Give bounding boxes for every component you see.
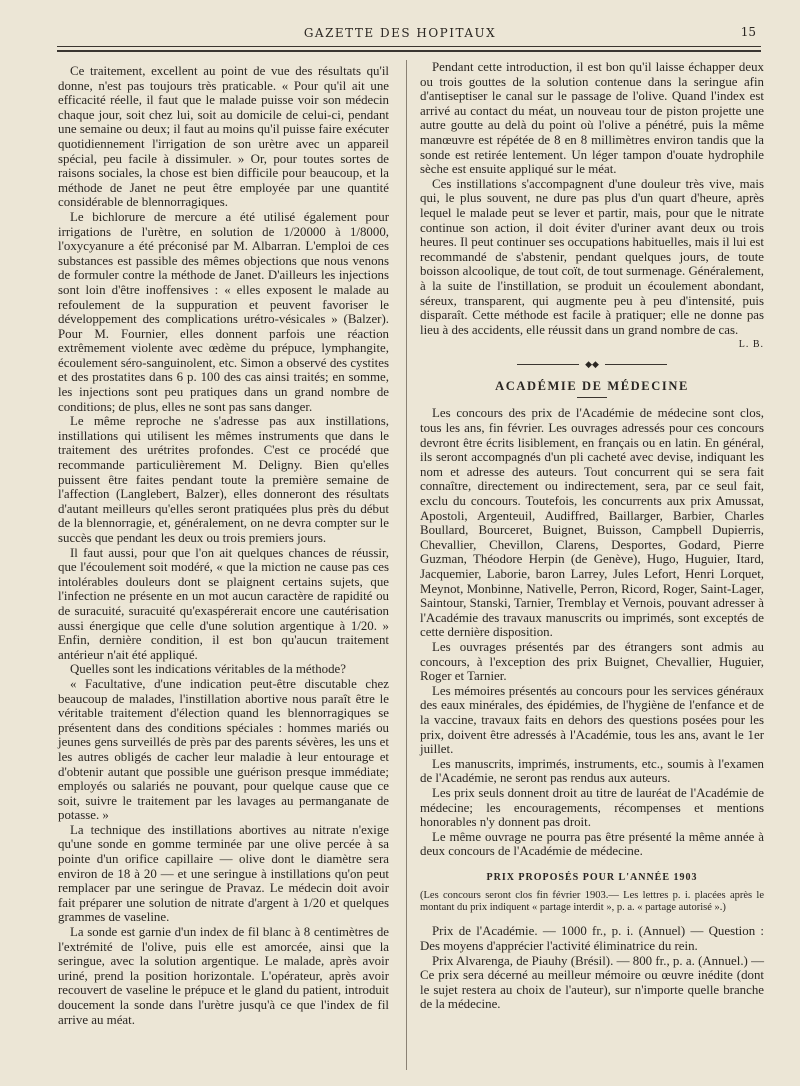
body-paragraph: Ce traitement, excellent au point de vue des résultats qu'il donne, n'est pas toujours très praticable. « Pour qu'il ait une efficacité réelle, il faut que le malade puisse voir son médecin chaque jour, soit chez lui, soit au domicile de celui-ci, pendant une semaine ou deux; il faut au moins qu'il puisse faire exécuter quotidiennement l'irrigation de son urètre avec un appareil spécial, peu facile à dissimuler. » Or, pour toutes sortes de raisons sociales, la chose est bien difficile pour beaucoup, et la méthode de Janet ne peut être employée par une quantité considérable de blennorragiques. (58, 64, 389, 210)
body-paragraph: « Facultative, d'une indication peut-être discutable chez beaucoup de malades, l'instillation abortive nous paraît être le véritable traitement d'élection quand les blennorragiques se présentent dans des conditions spéciales : hommes mariés ou jeunes gens surveillés de près par des parents sévères, les uns et les autres obligés de cacher leur maladie à leur entourage et d'obtenir autant que possible une guérison presque immédiate; employés ou salariés ne pouvant, pour quelque cause que ce soit, suivre le traitement par les lavages au permanganate de potasse. » (58, 676, 389, 823)
prize-note: (Les concours seront clos fin février 1903.— Les lettres p. i. placées après le montant du prix indiquent « partage interdit », p. a. « partage autorisé ».) (420, 890, 764, 914)
body-paragraph: La technique des instillations abortives au nitrate n'exige qu'une sonde en gomme terminée par une olive percée à sa pointe d'un orifice capillaire — olive dont le diamètre sera environ de 18 à 20 — et une seringue à instillations qu'on peut remplacer par une seringue de Pravaz. Le médecin doit avoir fait préparer une solution de nitrate d'argent à 1/20 et quelques grammes de vaseline. (58, 822, 389, 925)
header-rule (57, 46, 761, 47)
academie-paragraph: Les ouvrages présentés par des étrangers sont admis au concours, à l'exception des prix Buignet, Chevallier, Huguier, Roger et Tarnier. (420, 639, 764, 684)
author-signature: L. B. (738, 339, 764, 351)
body-paragraph: La sonde est garnie d'un index de fil blanc à 8 centimètres de l'extrémité de l'olive, puis elle est amorcée, ainsi que la seringue, avec la solution argentique. Le malade, après avoir uriné, prend la position horizontale. L'opérateur, après avoir recouvert de vaseline le prépuce et le gland du patient, introduit doucement la sonde dans l'urètre jusqu'à ce que l'index de fil arrive au méat. (58, 925, 389, 1027)
academie-paragraph: Les manuscrits, imprimés, instruments, etc., soumis à l'examen de l'Académie, ne seront pas rendus aux auteurs. (420, 756, 764, 786)
body-paragraph: Le même reproche ne s'adresse pas aux instillations, instillations qui utilisent les mêmes instruments que dans le traitement des urétrites profondes. C'est ce procédé que recommande particulièrement M. Deligny. Bien qu'elles puissent être faites pendant toute la première semaine de l'affection (Langlebert, Balzer), elles donneront des résultats d'autant meilleurs qu'elles seront pratiquées plus près du début de la blennorragie, et, généralement, on ne devra compter sur le succès que pendant les deux ou trois premiers jours. (58, 414, 389, 545)
ornament-line (605, 364, 667, 365)
left-column (58, 64, 389, 1027)
body-paragraph: Le bichlorure de mercure a été utilisé également pour irrigations de l'urètre, en solution de 1/20000 à 1/8000, l'oxycyanure a été préconisé par M. Albarran. L'emploi de ces substances est passible des mêmes objections que nous venons de formuler contre la méthode de Janet. D'ailleurs les injections sont loin d'être inoffensives : « elles exposent le malade au refoulement de la suppuration et peuvent favoriser le développement des complications urétro-vésicales » (Balzer). Pour M. Fournier, elles donnent parfois une réaction extrêmement violente avec œdème du prépuce, lymphangite, écoulement séro-sanguinolent, etc. Simon a observé des cystites et des prostatites dans 6 p. 100 des cas ainsi traités; en somme, les injections sont peu pratiques dans un grand nombre de conditions; de plus, elles ne sont pas sans danger. (58, 209, 389, 414)
prize-entry: Prix Alvarenga, de Piauhy (Brésil). — 800 fr., p. a. (Annuel.) — Ce prix sera décerné au meilleur mémoire ou œuvre inédite (dont le sujet restera au choix de l'auteur), sur n'importe quelle branche de la médecine. (420, 953, 764, 1012)
academie-paragraph: Les prix seuls donnent droit au titre de lauréat de l'Académie de médecine; les encouragements, récompenses et mentions honorables n'y donnent pas droit. (420, 785, 764, 830)
section-rule (577, 397, 607, 398)
section-ornament (517, 359, 667, 369)
column-divider (406, 60, 407, 1070)
prize-section-title: PRIX PROPOSÉS POUR L'ANNÉE 1903 (486, 871, 698, 883)
ornament-line (517, 364, 579, 365)
body-paragraph: Il faut aussi, pour que l'on ait quelques chances de réussir, que l'écoulement soit modéré, « que la miction ne cause pas ces intolérables douleurs dont se plaignent certains sujets, que l'infection ne présente en un mot aucun caractère de rapidité ou de suracuité, suracuité qu'exaspérerait encore une cautérisation aussi énergique que celle d'une solution argentique à 1/20. » Enfin, dernière condition, il est bon qu'aucun traitement antérieur n'ait été appliqué. (58, 545, 389, 662)
body-paragraph: Ces instillations s'accompagnent d'une douleur très vive, mais qui, le plus souvent, ne dure pas plus d'un quart d'heure, après lequel le malade peut se lever et partir, mais, pour que le nitrate continue son action, il doit éviter d'uriner avant deux ou trois heures. Il peut continuer ses occupations habituelles, mais il lui est recommandé de s'abstenir, pendant quelques jours, de toute boisson alcoolique, de tout coït, de tout surmenage. Généralement, à la suite de l'instillation, se produit un écoulement abondant, séreux, transparent, qui augmente peu à peu d'intensité, puis disparaît. Cette méthode est facile à pratiquer; elle ne donne pas lieu à des accidents, elle réussit dans un grand nombre de cas. (420, 176, 764, 337)
ornament-diamond-icon: ◆◆ (585, 358, 599, 369)
page-number: 15 (740, 25, 756, 39)
prize-entry: Prix de l'Académie. — 1000 fr., p. i. (Annuel) — Question : Des moyens d'apprécier l'activité éliminatrice du rein. (420, 924, 764, 954)
body-paragraph: Quelles sont les indications véritables de la méthode? (70, 662, 346, 677)
running-title: GAZETTE DES HOPITAUX (303, 26, 497, 40)
header-rule-thick (57, 50, 761, 52)
academie-paragraph: Les mémoires présentés au concours pour les services généraux des eaux minérales, des épidémies, de l'hygiène de l'enfance et de la vaccine, travaux faits en dehors des questions posées pour les prix, doivent être adressés à l'Académie, tous les ans, avant le 1er juillet. (420, 683, 764, 757)
academie-paragraph: Les concours des prix de l'Académie de médecine sont clos, tous les ans, fin février. Les ouvrages adressés pour ces concours devront être écrits lisiblement, en français ou en latin. En général, ils seront accompagnés d'un pli cacheté avec devise, indiquant les nom et adresse des auteurs. Tout concurrent qui se sera fait connaître, directement ou indirectement, sera, par ce seul fait, exclu du concours. Toutefois, les concurrents aux prix Amussat, Apostoli, Argenteuil, Audiffred, Baillarger, Barbier, Charles Boullard, Bourceret, Buignet, Buisson, Campbell Dupierris, Chevallier, Chevillon, Clarens, Desportes, Godard, Pierre Guzman, Théodore Herpin (de Genève), Hugo, Huguier, Itard, Jacquemier, Laborie, baron Larrey, Jules Lefort, Henri Lorquet, Meynot, Monbinne, Nativelle, Perron, Ricord, Roger, Saint-Lager, Saintour, Stanski, Tarnier, Tremblay et Vernois, pouvant adresser à l'Académie des travaux manuscrits ou imprimés, sont exceptés de cette dernière disposition. (420, 406, 764, 640)
right-column (420, 60, 764, 1012)
academie-paragraph: Le même ouvrage ne pourra pas être présenté la même année à deux concours de l'Académie de médecine. (420, 829, 764, 859)
section-title: ACADÉMIE DE MÉDECINE (495, 378, 689, 393)
body-paragraph: Pendant cette introduction, il est bon qu'il laisse échapper deux ou trois gouttes de la solution contenue dans la seringue afin d'antiseptiser le canal sur le passage de l'olive. Quand l'index est arrivé au contact du méat, un nouveau tour de piston projette une autre goutte au delà du point où l'olive a pénétré, puis la même manœuvre est répétée de 8 en 8 millimètres environ tandis que la sonde est retirée lentement. Un léger tampon d'ouate hydrophile sèche est ensuite appliqué sur le méat. (420, 60, 764, 177)
